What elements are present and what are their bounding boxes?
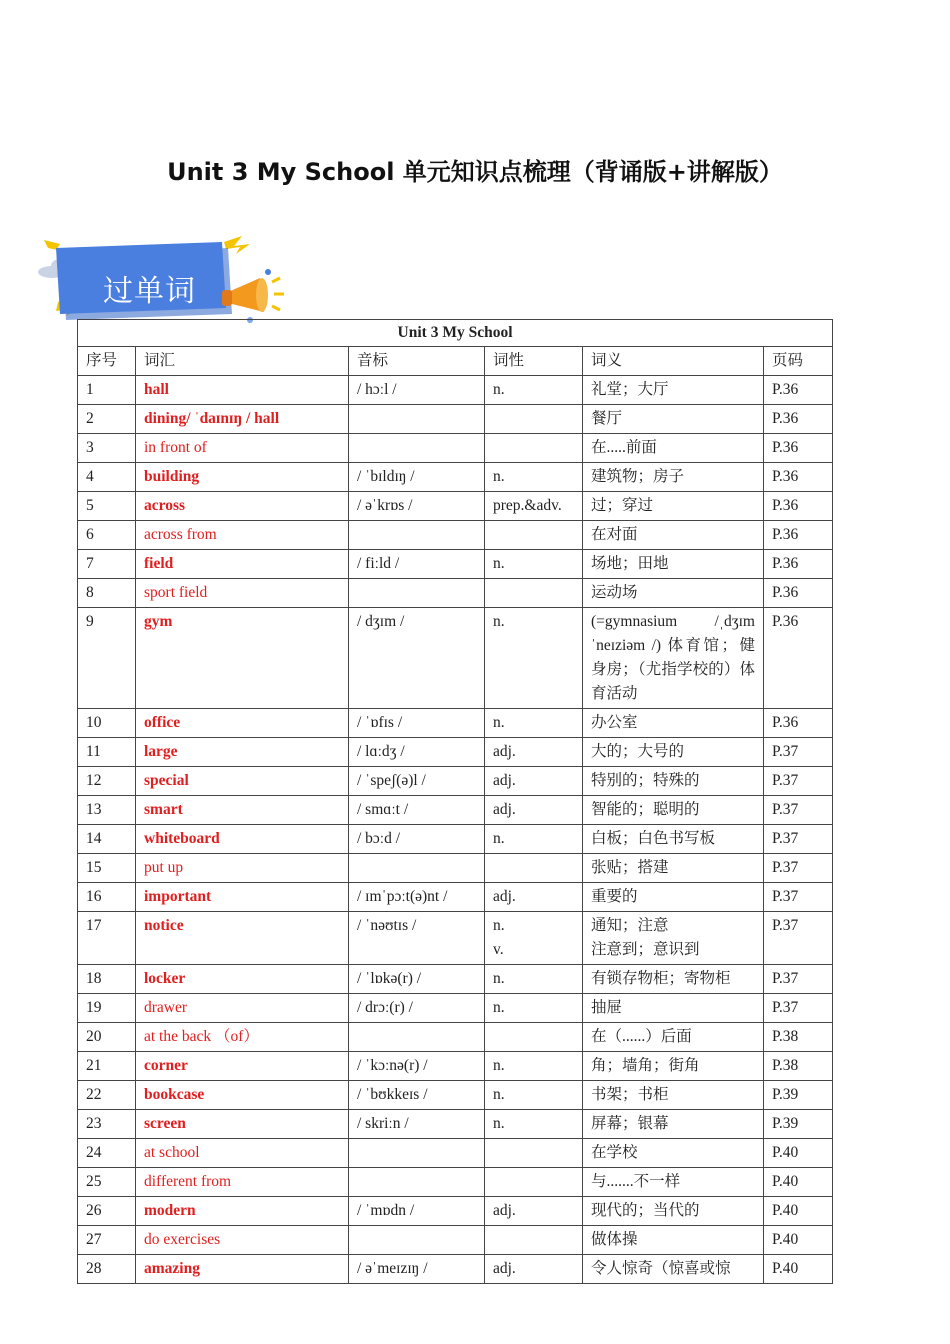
row-page: P.40: [764, 1197, 833, 1226]
row-word: large: [136, 738, 349, 767]
row-part-of-speech: [485, 521, 583, 550]
row-word: modern: [136, 1197, 349, 1226]
row-part-of-speech: n.: [485, 1052, 583, 1081]
row-meaning: 做体操: [583, 1226, 764, 1255]
row-page: P.37: [764, 738, 833, 767]
row-meaning: (=gymnasium /ˌdʒɪmˈneɪziəm /) 体育馆；健身房；（尤指学校的）体育活动: [583, 608, 764, 709]
row-number: 6: [78, 521, 136, 550]
row-page: P.37: [764, 994, 833, 1023]
row-word: corner: [136, 1052, 349, 1081]
row-number: 16: [78, 883, 136, 912]
row-word: at the back （of）: [136, 1023, 349, 1052]
table-row: [78, 854, 833, 883]
row-phonetic: / dʒɪm /: [349, 608, 485, 709]
row-number: 12: [78, 767, 136, 796]
table-row: [78, 434, 833, 463]
row-word: dining/ ˈdaɪnɪŋ / hall: [136, 405, 349, 434]
row-number: 9: [78, 608, 136, 709]
row-page: P.38: [764, 1052, 833, 1081]
row-phonetic: / ˈkɔːnə(r) /: [349, 1052, 485, 1081]
row-meaning: 大的；大号的: [583, 738, 764, 767]
row-meaning: 白板；白色书写板: [583, 825, 764, 854]
row-part-of-speech: adj.: [485, 796, 583, 825]
row-phonetic: / smɑːt /: [349, 796, 485, 825]
table-row: [78, 550, 833, 579]
row-meaning: 抽屉: [583, 994, 764, 1023]
row-meaning: 特别的；特殊的: [583, 767, 764, 796]
row-meaning: 角；墙角；街角: [583, 1052, 764, 1081]
row-page: P.38: [764, 1023, 833, 1052]
row-phonetic: [349, 579, 485, 608]
row-page: P.39: [764, 1110, 833, 1139]
row-phonetic: / əˈmeɪzɪŋ /: [349, 1255, 485, 1284]
row-part-of-speech: n.: [485, 1081, 583, 1110]
row-part-of-speech: [485, 579, 583, 608]
row-meaning: 办公室: [583, 709, 764, 738]
row-phonetic: / skriːn /: [349, 1110, 485, 1139]
row-meaning: 通知；注意 注意到；意识到: [583, 912, 764, 965]
row-phonetic: / lɑːdʒ /: [349, 738, 485, 767]
row-word: notice: [136, 912, 349, 965]
row-number: 18: [78, 965, 136, 994]
row-part-of-speech: n.: [485, 825, 583, 854]
row-number: 13: [78, 796, 136, 825]
row-meaning: 运动场: [583, 579, 764, 608]
row-word: at school: [136, 1139, 349, 1168]
row-word: do exercises: [136, 1226, 349, 1255]
row-phonetic: / əˈkrɒs /: [349, 492, 485, 521]
row-phonetic: / ˈbʊkkeɪs /: [349, 1081, 485, 1110]
row-phonetic: [349, 1226, 485, 1255]
row-part-of-speech: n.: [485, 608, 583, 709]
row-number: 2: [78, 405, 136, 434]
row-meaning: 屏幕；银幕: [583, 1110, 764, 1139]
row-number: 22: [78, 1081, 136, 1110]
row-phonetic: / ˈnəʊtɪs /: [349, 912, 485, 965]
row-part-of-speech: n.: [485, 376, 583, 405]
table-row: [78, 709, 833, 738]
row-meaning: 过；穿过: [583, 492, 764, 521]
header-cell: 词义: [583, 347, 764, 376]
row-page: P.37: [764, 767, 833, 796]
row-number: 8: [78, 579, 136, 608]
banner-label: 过单词: [103, 274, 196, 309]
row-word: special: [136, 767, 349, 796]
row-number: 26: [78, 1197, 136, 1226]
table-row: [78, 521, 833, 550]
row-page: P.37: [764, 965, 833, 994]
megaphone-icon: [222, 269, 284, 323]
row-number: 25: [78, 1168, 136, 1197]
row-page: P.36: [764, 608, 833, 709]
row-number: 5: [78, 492, 136, 521]
row-part-of-speech: [485, 1168, 583, 1197]
table-row: [78, 883, 833, 912]
row-number: 1: [78, 376, 136, 405]
row-number: 4: [78, 463, 136, 492]
row-page: P.36: [764, 492, 833, 521]
row-phonetic: / ˈspeʃ(ə)l /: [349, 767, 485, 796]
header-cell: 词汇: [136, 347, 349, 376]
vocabulary-table: [77, 319, 833, 1284]
row-phonetic: / fiːld /: [349, 550, 485, 579]
row-part-of-speech: n. v.: [485, 912, 583, 965]
row-meaning: 智能的；聪明的: [583, 796, 764, 825]
table-row: [78, 994, 833, 1023]
row-meaning: 有锁存物柜；寄物柜: [583, 965, 764, 994]
row-page: P.40: [764, 1255, 833, 1284]
table-row: [78, 579, 833, 608]
table-row: [78, 376, 833, 405]
page-title: Unit 3 My School 单元知识点梳理（背诵版+讲解版）: [167, 158, 783, 186]
table-row: [78, 1110, 833, 1139]
row-part-of-speech: n.: [485, 965, 583, 994]
row-meaning: 张贴；搭建: [583, 854, 764, 883]
row-page: P.40: [764, 1139, 833, 1168]
row-part-of-speech: adj.: [485, 767, 583, 796]
table-row: [78, 463, 833, 492]
row-number: 3: [78, 434, 136, 463]
row-meaning: 令人惊奇（惊喜或惊: [583, 1255, 764, 1284]
row-meaning: 在学校: [583, 1139, 764, 1168]
row-page: P.36: [764, 709, 833, 738]
row-phonetic: / ɪmˈpɔːt(ə)nt /: [349, 883, 485, 912]
row-meaning: 礼堂；大厅: [583, 376, 764, 405]
row-page: P.37: [764, 825, 833, 854]
row-part-of-speech: [485, 1023, 583, 1052]
row-number: 27: [78, 1226, 136, 1255]
row-word: screen: [136, 1110, 349, 1139]
row-word: whiteboard: [136, 825, 349, 854]
row-page: P.36: [764, 376, 833, 405]
row-page: P.37: [764, 854, 833, 883]
row-part-of-speech: [485, 1139, 583, 1168]
table-row: [78, 1023, 833, 1052]
table-row: [78, 912, 833, 965]
row-word: office: [136, 709, 349, 738]
table-header-row: [78, 347, 833, 376]
row-number: 14: [78, 825, 136, 854]
row-word: gym: [136, 608, 349, 709]
table-row: [78, 738, 833, 767]
row-meaning: 书架；书柜: [583, 1081, 764, 1110]
table-row: [78, 1052, 833, 1081]
row-part-of-speech: n.: [485, 709, 583, 738]
row-phonetic: [349, 521, 485, 550]
row-number: 7: [78, 550, 136, 579]
header-cell: 页码: [764, 347, 833, 376]
row-meaning: 在（......）后面: [583, 1023, 764, 1052]
header-cell: 词性: [485, 347, 583, 376]
row-part-of-speech: n.: [485, 463, 583, 492]
row-number: 21: [78, 1052, 136, 1081]
row-word: across from: [136, 521, 349, 550]
row-meaning: 重要的: [583, 883, 764, 912]
table-row: [78, 1168, 833, 1197]
row-word: locker: [136, 965, 349, 994]
row-word: in front of: [136, 434, 349, 463]
row-word: across: [136, 492, 349, 521]
table-row: [78, 1226, 833, 1255]
row-page: P.36: [764, 405, 833, 434]
row-meaning: 餐厅: [583, 405, 764, 434]
row-meaning: 建筑物；房子: [583, 463, 764, 492]
row-phonetic: [349, 1139, 485, 1168]
row-phonetic: / ˈbɪldɪŋ /: [349, 463, 485, 492]
row-part-of-speech: [485, 1226, 583, 1255]
table-row: [78, 1255, 833, 1284]
row-word: smart: [136, 796, 349, 825]
row-number: 11: [78, 738, 136, 767]
row-meaning: 在对面: [583, 521, 764, 550]
row-number: 23: [78, 1110, 136, 1139]
header-cell: 序号: [78, 347, 136, 376]
row-number: 17: [78, 912, 136, 965]
row-word: building: [136, 463, 349, 492]
row-part-of-speech: [485, 854, 583, 883]
table-row: [78, 1139, 833, 1168]
row-phonetic: / drɔː(r) /: [349, 994, 485, 1023]
row-meaning: 在.....前面: [583, 434, 764, 463]
row-number: 24: [78, 1139, 136, 1168]
row-phonetic: / ˈɒfɪs /: [349, 709, 485, 738]
row-page: P.40: [764, 1168, 833, 1197]
row-part-of-speech: adj.: [485, 1255, 583, 1284]
row-word: bookcase: [136, 1081, 349, 1110]
row-part-of-speech: prep.&adv.: [485, 492, 583, 521]
row-word: put up: [136, 854, 349, 883]
row-part-of-speech: n.: [485, 550, 583, 579]
row-phonetic: [349, 854, 485, 883]
row-word: hall: [136, 376, 349, 405]
row-word: amazing: [136, 1255, 349, 1284]
row-number: 10: [78, 709, 136, 738]
table-row: [78, 1197, 833, 1226]
row-number: 15: [78, 854, 136, 883]
row-part-of-speech: adj.: [485, 738, 583, 767]
row-phonetic: / hɔːl /: [349, 376, 485, 405]
row-number: 19: [78, 994, 136, 1023]
row-part-of-speech: adj.: [485, 883, 583, 912]
row-phonetic: [349, 434, 485, 463]
row-page: P.36: [764, 550, 833, 579]
row-word: field: [136, 550, 349, 579]
row-phonetic: / ˈlɒkə(r) /: [349, 965, 485, 994]
row-meaning: 场地；田地: [583, 550, 764, 579]
table-row: [78, 796, 833, 825]
row-word: important: [136, 883, 349, 912]
row-number: 20: [78, 1023, 136, 1052]
row-phonetic: [349, 1168, 485, 1197]
table-row: [78, 1081, 833, 1110]
table-row: [78, 965, 833, 994]
row-word: different from: [136, 1168, 349, 1197]
row-page: P.36: [764, 434, 833, 463]
row-word: sport field: [136, 579, 349, 608]
table-row: [78, 405, 833, 434]
row-part-of-speech: n.: [485, 994, 583, 1023]
row-phonetic: / bɔːd /: [349, 825, 485, 854]
row-page: P.39: [764, 1081, 833, 1110]
row-phonetic: [349, 405, 485, 434]
row-number: 28: [78, 1255, 136, 1284]
row-meaning: 与.......不一样: [583, 1168, 764, 1197]
table-caption: Unit 3 My School: [78, 320, 833, 347]
row-page: P.37: [764, 796, 833, 825]
row-part-of-speech: adj.: [485, 1197, 583, 1226]
row-page: P.37: [764, 912, 833, 965]
row-word: drawer: [136, 994, 349, 1023]
row-phonetic: [349, 1023, 485, 1052]
row-page: P.36: [764, 579, 833, 608]
header-cell: 音标: [349, 347, 485, 376]
row-part-of-speech: [485, 434, 583, 463]
table-row: [78, 608, 833, 709]
row-part-of-speech: n.: [485, 1110, 583, 1139]
table-row: [78, 492, 833, 521]
row-meaning: 现代的；当代的: [583, 1197, 764, 1226]
row-part-of-speech: [485, 405, 583, 434]
row-page: P.36: [764, 463, 833, 492]
row-page: P.37: [764, 883, 833, 912]
row-phonetic: / ˈmɒdn /: [349, 1197, 485, 1226]
table-row: [78, 767, 833, 796]
table-row: [78, 825, 833, 854]
row-page: P.36: [764, 521, 833, 550]
row-page: P.40: [764, 1226, 833, 1255]
